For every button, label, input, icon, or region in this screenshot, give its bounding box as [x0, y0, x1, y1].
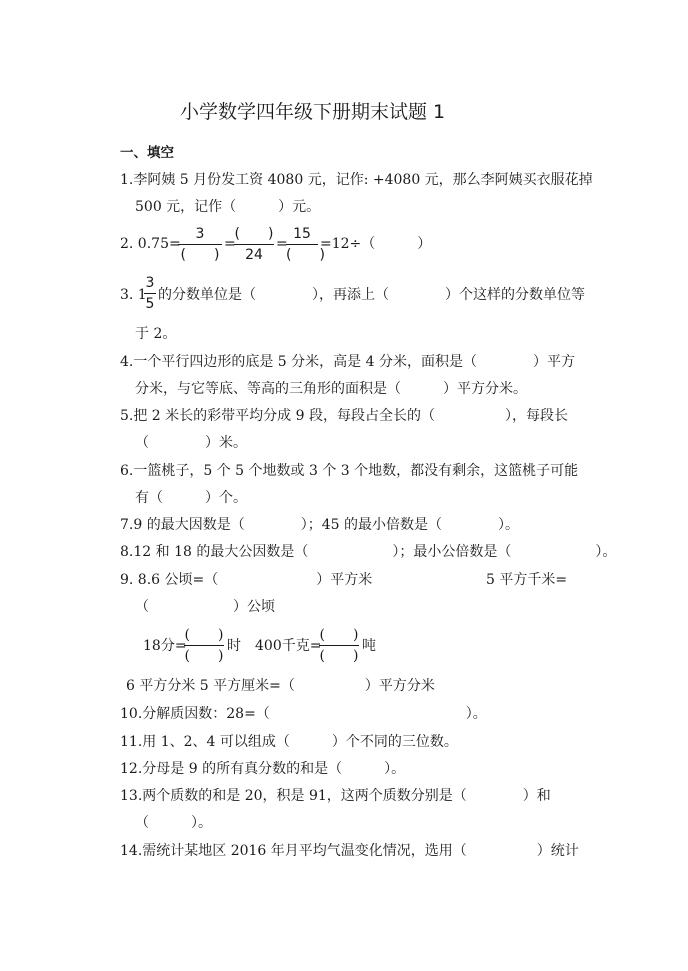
question-11: 11.用 1、2、4 可以组成（ ）个不同的三位数。 [120, 734, 458, 750]
question-5-line-1: 5.把 2 米长的彩带平均分成 9 段，每段占全长的（ ），每段长 [120, 408, 568, 424]
question-4-line-2: 分米，与它等底、等高的三角形的面积是（ ）平方分米。 [135, 381, 527, 397]
page-title: 小学数学四年级下册期末试题 1 [180, 101, 446, 123]
q9-f2-unit: 吨 [362, 638, 376, 654]
question-6-line-2: 有（ ）个。 [135, 490, 247, 506]
question-6-line-1: 6.一篮桃子，5 个 5 个地数或 3 个 3 个地数，都没有剩余，这篮桃子可能 [120, 463, 579, 479]
q3-text: 的分数单位是（ ），再添上（ ）个这样的分数单位等 [158, 287, 585, 303]
q2-fraction-3 [286, 226, 325, 263]
q2-fraction-1 [178, 227, 222, 262]
q2-tail: =12÷（ ） [320, 236, 432, 252]
q9-f1-denominator: ( ) [184, 648, 224, 664]
question-5-line-2: （ ）米。 [135, 435, 247, 451]
question-13-line-2: （ ）。 [135, 815, 212, 831]
question-12: 12.分母是 9 的所有真分数的和是（ ）。 [120, 761, 406, 777]
q9-f1-unit: 时 [227, 638, 241, 654]
q9-f1-lead: 18分= [143, 638, 187, 654]
question-8: 8.12 和 18 的最大公因数是（ ）；最小公倍数是（ ）。 [120, 544, 617, 560]
q2-f1-numerator: 3 [195, 226, 205, 242]
q9-fraction-2 [319, 628, 359, 663]
q9-f1-numerator: ( ) [184, 627, 224, 643]
q3-lead: 3. 1 [120, 287, 147, 303]
question-1-line-1: 1.李阿姨 5 月份发工资 4080 元，记作: +4080 元，那么李阿姨买衣服花掉 [120, 172, 593, 188]
q3-mixed-fraction [144, 276, 156, 311]
q9-line-4: 6 平方分米 5 平方厘米=（ ）平方分米 [126, 678, 435, 694]
question-4-line-1: 4.一个平行四边形的底是 5 分米，高是 4 分米，面积是（ ）平方 [120, 354, 575, 370]
q2-f3-denominator: ( ) [286, 247, 325, 263]
q9-f2-lead: 400千克= [255, 638, 322, 654]
q3-denominator: 5 [145, 296, 155, 312]
question-7: 7.9 的最大因数是（ ）；45 的最小倍数是（ ）。 [120, 517, 519, 533]
section-heading: 一、填空 [120, 145, 174, 161]
q9-f2-numerator: ( ) [319, 627, 359, 643]
q9-line-2: （ ）公顷 [135, 599, 275, 615]
q3-numerator: 3 [145, 275, 155, 291]
question-14: 14.需统计某地区 2016 年月平均气温变化情况，选用（ ）统计 [120, 843, 579, 859]
q2-f2-numerator: ( ) [234, 226, 274, 242]
q9-line-1b: 5 平方千米= [486, 572, 568, 588]
q2-fraction-2 [234, 227, 274, 262]
question-1-line-2: 500 元，记作（ ）元。 [135, 199, 321, 215]
q2-lead: 2. 0.75= [120, 236, 181, 252]
question-10: 10.分解质因数：28=（ ）。 [120, 706, 487, 722]
q3-line-2: 于 2。 [135, 326, 177, 342]
q9-fraction-1 [184, 628, 224, 663]
q2-equals-1: = [224, 236, 236, 252]
question-13-line-1: 13.两个质数的和是 20，积是 91，这两个质数分别是（ ）和 [120, 788, 551, 804]
q2-f1-denominator: ( ) [180, 247, 220, 263]
q2-f2-denominator: 24 [245, 247, 263, 263]
q9-line-1a: 9. 8.6 公顷=（ ）平方米 [120, 572, 373, 588]
q2-equals-2: = [276, 236, 288, 252]
q2-f3-numerator: 15 [293, 226, 311, 242]
q9-f2-denominator: ( ) [319, 648, 359, 664]
